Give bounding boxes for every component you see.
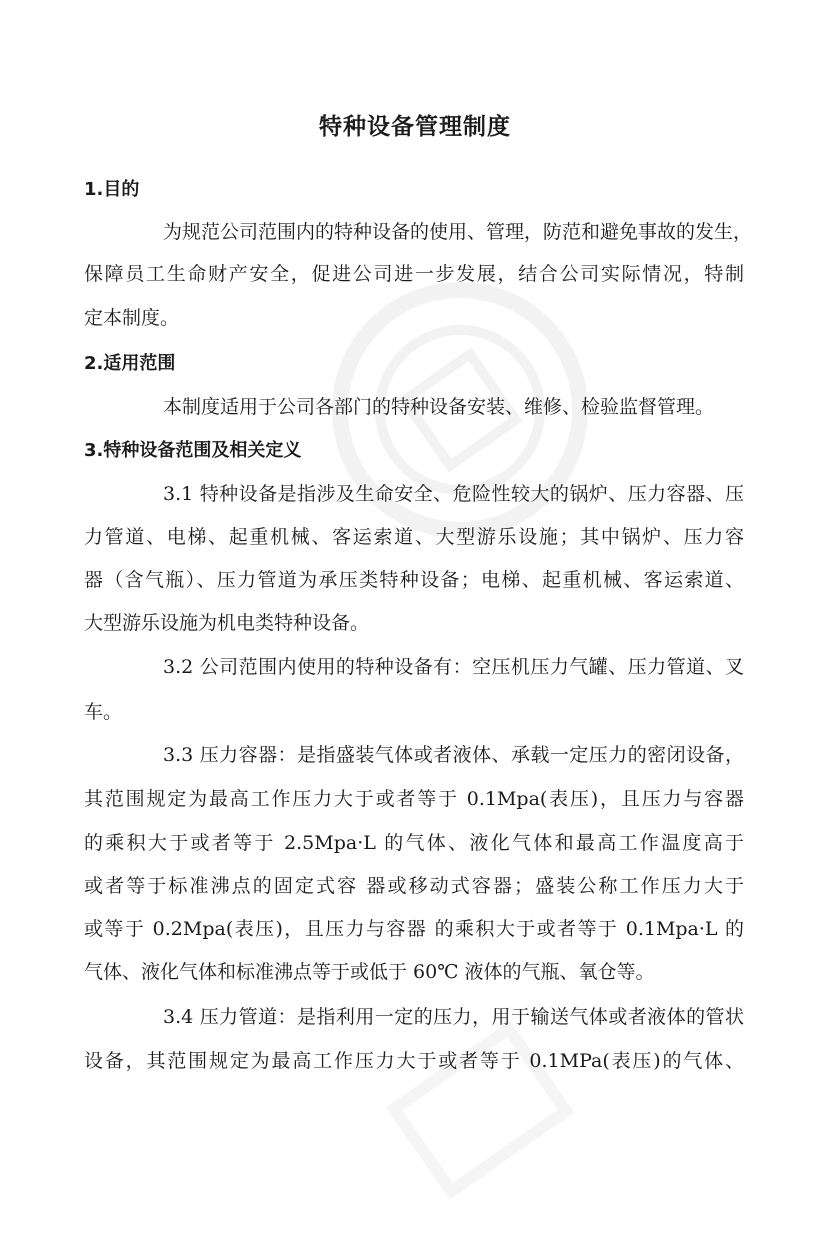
page-title: 特种设备管理制度 [319, 114, 511, 140]
paragraph-line: 或者等于标准沸点的固定式容 器或移动式容器；盛装公称工作压力大于 [84, 875, 744, 897]
paragraph-line: 3.2 公司范围内使用的特种设备有：空压机压力气罐、压力管道、叉 [163, 656, 744, 678]
paragraph-line: 设备，其范围规定为最高工作压力大于或者等于 0.1MPa(表压)的气体、 [84, 1050, 744, 1072]
section-heading-definitions: 3.特种设备范围及相关定义 [84, 440, 302, 461]
section-heading-purpose: 1.目的 [84, 179, 140, 200]
paragraph-line: 其范围规定为最高工作压力大于或者等于 0.1Mpa(表压)，且压力与容器 [84, 788, 744, 810]
paragraph-line: 大型游乐设施为机电类特种设备。 [84, 612, 370, 634]
paragraph-line: 器（含气瓶）、压力管道为承压类特种设备；电梯、起重机械、客运索道、 [84, 569, 744, 591]
paragraph-line: 定本制度。 [84, 307, 180, 329]
paragraph-line: 或等于 0.2Mpa(表压)，且压力与容器 的乘积大于或者等于 0.1Mpa·L 的 [84, 918, 744, 940]
paragraph-line: 3.3 压力容器：是指盛装气体或者液体、承载一定压力的密闭设备， [163, 744, 744, 766]
paragraph-line: 3.1 特种设备是指涉及生命安全、危险性较大的锅炉、压力容器、压 [163, 483, 744, 505]
paragraph-line: 保障员工生命财产安全，促进公司进一步发展，结合公司实际情况，特制 [84, 263, 744, 285]
paragraph-line: 3.4 压力管道：是指利用一定的压力，用于输送气体或者液体的管状 [163, 1006, 744, 1028]
paragraph-line: 气体、液化气体和标准沸点等于或低于 60℃ 液体的气瓶、氧仓等。 [84, 961, 655, 983]
paragraph-line: 本制度适用于公司各部门的特种设备安装、维修、检验监督管理。 [163, 396, 715, 418]
paragraph-line: 车。 [84, 701, 123, 723]
paragraph-line: 为规范公司范围内的特种设备的使用、管理，防范和避免事故的发生， [163, 221, 753, 243]
section-heading-scope: 2.适用范围 [84, 353, 176, 374]
paragraph-line: 力管道、电梯、起重机械、客运索道、大型游乐设施；其中锅炉、压力容 [84, 526, 744, 548]
paragraph-line: 的乘积大于或者等于 2.5Mpa·L 的气体、液化气体和最高工作温度高于 [84, 832, 744, 854]
